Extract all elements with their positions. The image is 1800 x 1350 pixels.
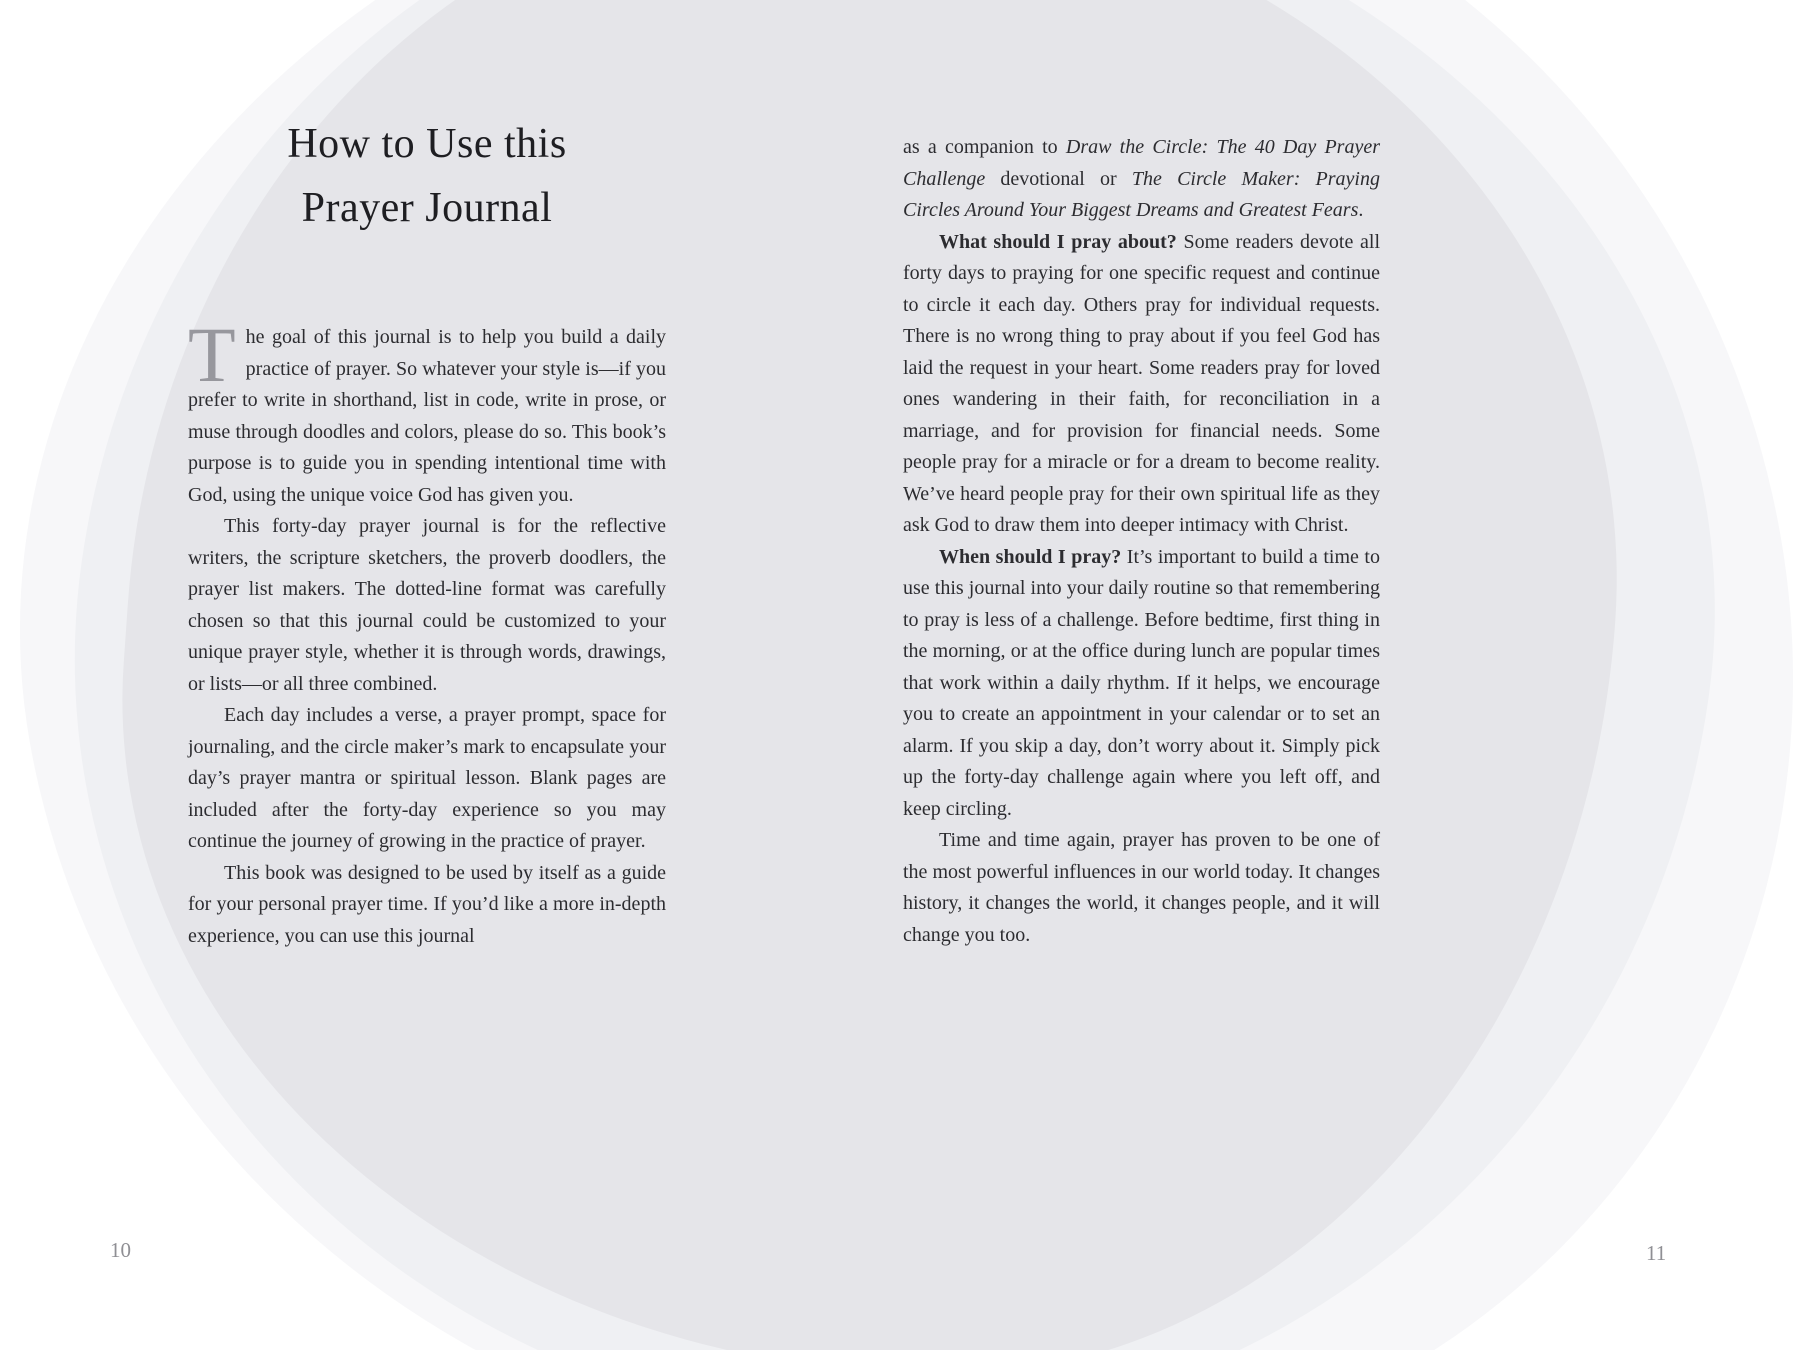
text-segment: What should I pray about? xyxy=(939,230,1184,253)
left-page-body xyxy=(188,311,666,952)
page-title xyxy=(188,112,666,240)
text-segment: he goal of this journal is to help you build a daily practice of prayer. So whatever your style is—if you prefer to write in shorthand, list in code, write in prose, or muse through doodles and colors, please do so. This book’s purpose is to guide you in spending intentional time with God, using the unique voice God has given you. xyxy=(188,326,666,506)
page-title-line-2: Prayer Journal xyxy=(301,185,553,231)
text-segment: This forty-day prayer journal is for the reflective writers, the scripture sketchers, the proverb doodlers, the prayer list makers. The dotted-line format was carefully chosen so that this journal could be customized to your unique prayer style, whether it is through words, drawings, or lists—or all three combined. xyxy=(188,515,666,695)
text-segment: This book was designed to be used by itself as a guide for your personal prayer time. If you’d like a more in-depth experience, you can use this journal xyxy=(188,861,666,947)
paragraph xyxy=(188,311,666,511)
paragraph xyxy=(188,858,666,953)
paragraph xyxy=(903,132,1380,227)
text-segment: devotional or xyxy=(985,167,1132,190)
paragraph xyxy=(903,825,1380,951)
text-segment: Each day includes a verse, a prayer prompt, space for journaling, and the circle maker’s mark to encapsulate your day’s prayer mantra or spiritual lesson. Blank pages are included after the forty-day experience so you may continue the journey of growing in the practice of prayer. xyxy=(188,704,666,852)
page-number-left: 10 xyxy=(110,1238,131,1262)
paragraph xyxy=(903,227,1380,542)
text-segment: . xyxy=(1358,199,1364,221)
right-page xyxy=(903,132,1380,951)
drop-cap: T xyxy=(188,311,236,398)
paragraph xyxy=(188,700,666,858)
text-segment: The Circle Maker: Praying Circles Around Your Biggest Dreams and Greatest Fears xyxy=(903,167,1380,221)
text-segment: as a companion to xyxy=(903,136,1066,158)
text-segment: Some readers devote all forty days to praying for one specific request and continue to circle it each day. Others pray for individual requests. There is no wrong thing to pray about if you feel God has laid the request in your heart. Some readers pray for loved ones wandering in their faith, for reconciliation in a marriage, and for provision for financial needs. Some people pray for a miracle or for a dream to become reality. We’ve heard people pray for their own spiritual life as they ask God to draw them into deeper intimacy with Christ. xyxy=(903,230,1381,536)
page-number-right: 11 xyxy=(1646,1241,1667,1265)
left-page xyxy=(188,112,666,952)
page-title-line-1: How to Use this xyxy=(287,121,567,167)
text-segment: Time and time again, prayer has proven to be one of the most powerful influences in our world today. It changes history, it changes the world, it changes people, and it will change you too. xyxy=(903,829,1380,946)
right-page-body xyxy=(903,132,1380,951)
text-segment: Draw the Circle: The 40 Day Prayer Challenge xyxy=(903,136,1380,190)
paragraph xyxy=(188,511,666,700)
paragraph xyxy=(903,542,1380,826)
text-segment: It’s important to build a time to use this journal into your daily routine so that remembering to pray is less of a challenge. Before bedtime, first thing in the morning, or at the office during lunch are popular times that work within a daily rhythm. If it helps, we encourage you to create an appointment in your calendar or to set an alarm. If you skip a day, don’t worry about it. Simply pick up the forty-day challenge again where you left off, and keep circling. xyxy=(903,545,1380,820)
text-segment: When should I pray? xyxy=(939,545,1127,568)
